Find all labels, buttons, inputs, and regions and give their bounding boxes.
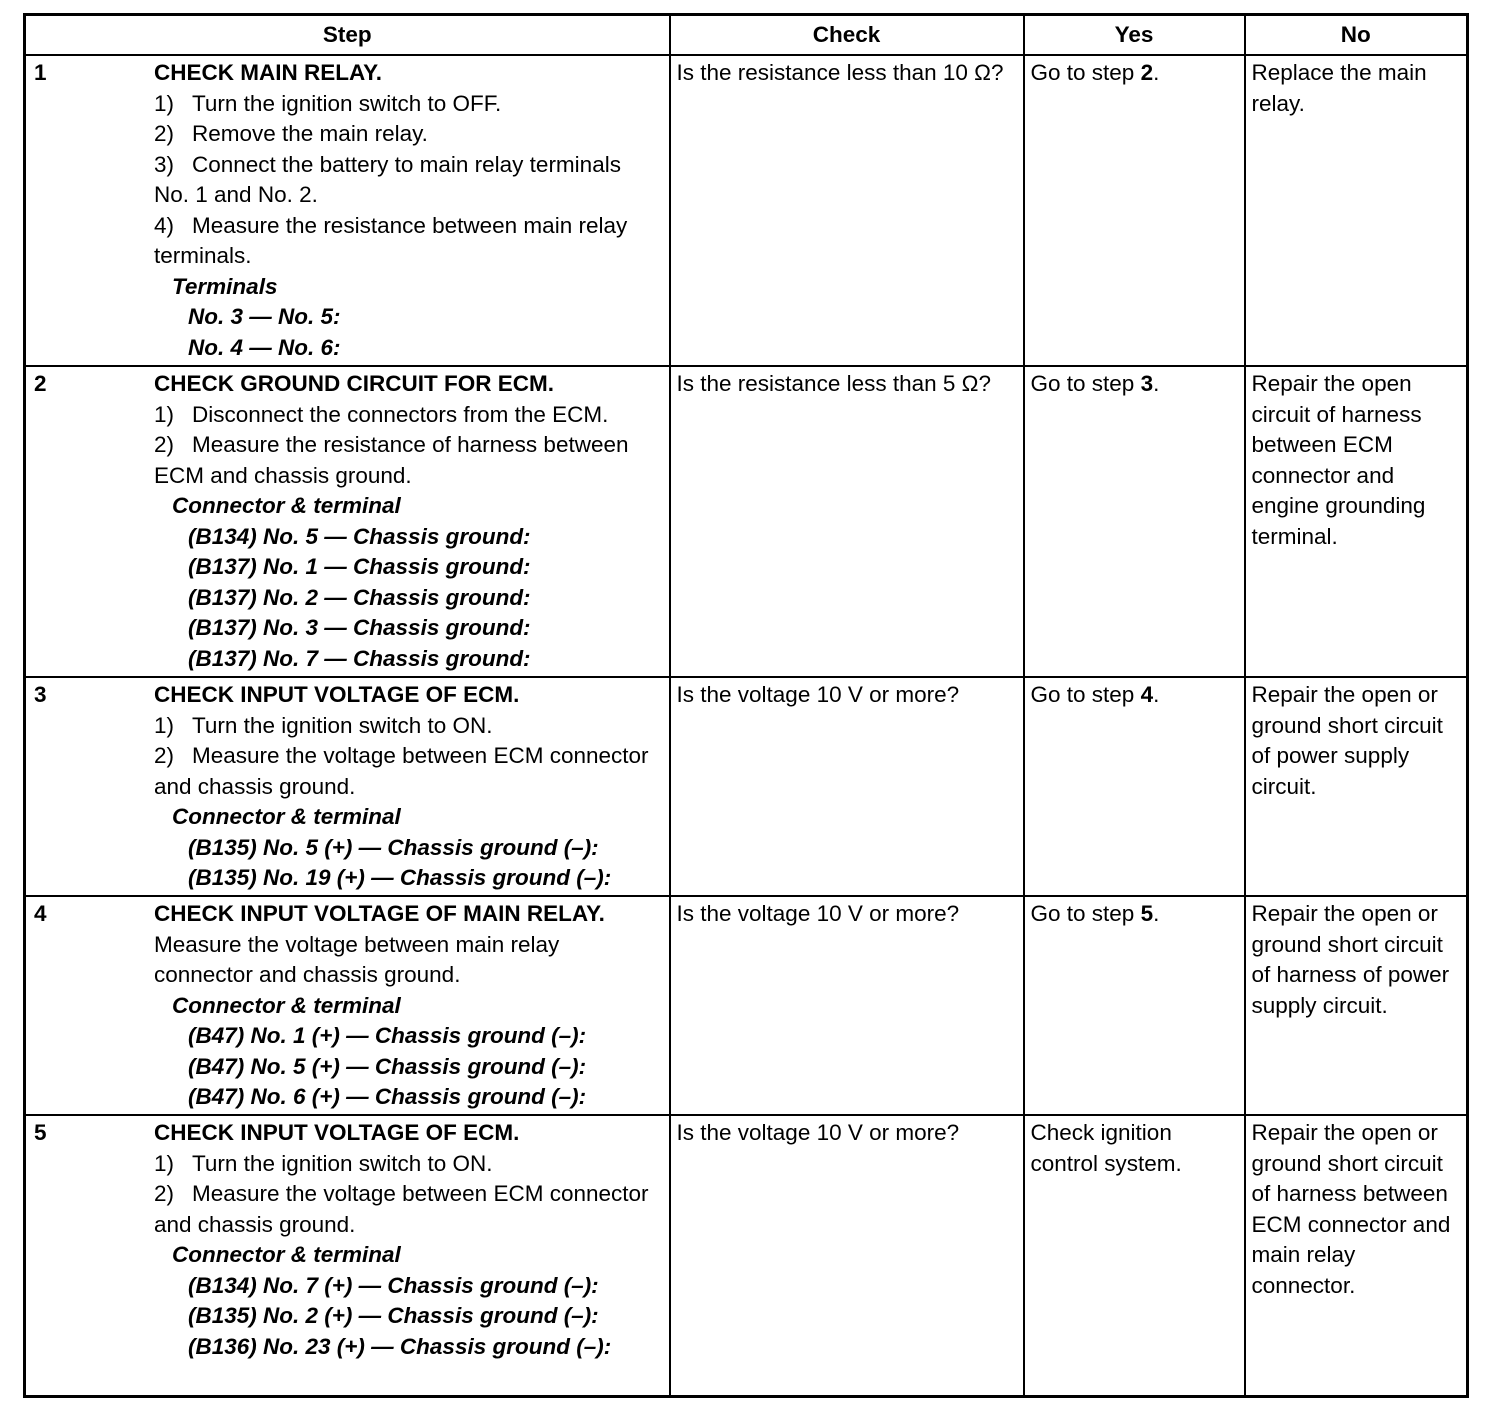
- instruction-index: 3): [154, 151, 175, 177]
- step-number: 3: [34, 682, 47, 707]
- step-cell: [25, 1115, 670, 1397]
- step-cell: [25, 896, 670, 1115]
- terminal-item: (B136) No. 23 (+) — Chassis ground (–):: [188, 1333, 612, 1359]
- terminal-item: (B47) No. 1 (+) — Chassis ground (–):: [188, 1023, 587, 1048]
- instruction: [154, 930, 661, 991]
- header-check: Check: [670, 15, 1024, 56]
- terminal-item: (B135) No. 5 (+) — Chassis ground (–):: [188, 834, 599, 860]
- terminal-item: (B135) No. 19 (+) — Chassis ground (–):: [188, 865, 612, 890]
- step-number: 4: [34, 901, 47, 926]
- table-body: [25, 55, 1468, 1397]
- yes-cell: [1024, 677, 1245, 896]
- yes-step-number: 3: [1140, 371, 1154, 396]
- instruction-index: 1): [154, 90, 175, 116]
- instruction-text: Turn the ignition switch to ON.: [192, 1150, 493, 1176]
- terminal-item: No. 4 — No. 6:: [188, 334, 341, 360]
- yes-step-number: 2: [1140, 60, 1154, 85]
- header-yes: Yes: [1024, 15, 1245, 56]
- instruction-text: Turn the ignition switch to ON.: [192, 712, 493, 738]
- step-title: CHECK GROUND CIRCUIT FOR ECM.: [154, 371, 554, 396]
- terminal-item: (B137) No. 3 — Chassis ground:: [188, 615, 531, 640]
- table-row: [25, 55, 1468, 366]
- no-cell: Replace the main relay.: [1245, 55, 1468, 366]
- subheading: Connector & terminal: [172, 804, 401, 829]
- diagnostic-table: [23, 13, 1469, 1398]
- table-header-row: [25, 15, 1468, 56]
- no-cell: Repair the open or ground short circuit of power supply circuit.: [1245, 677, 1468, 896]
- subheading: Terminals: [172, 273, 278, 299]
- instruction-index: 4): [154, 212, 175, 238]
- instruction-text: Turn the ignition switch to OFF.: [192, 90, 502, 116]
- instruction-index: 2): [154, 743, 175, 768]
- no-cell: Repair the open or ground short circuit of harness between ECM connector and main relay connector.: [1245, 1115, 1468, 1397]
- no-cell: Repair the open or ground short circuit of harness of power supply circuit.: [1245, 896, 1468, 1115]
- step-title: CHECK MAIN RELAY.: [154, 60, 382, 85]
- terminal-item: (B134) No. 5 — Chassis ground:: [188, 523, 531, 549]
- instruction-text: Remove the main relay.: [192, 121, 428, 146]
- instruction-index: 2): [154, 121, 175, 146]
- check-cell: Is the voltage 10 V or more?: [670, 677, 1024, 896]
- instruction-index: 2): [154, 432, 175, 457]
- yes-prefix: Check ignition control system.: [1030, 1120, 1182, 1176]
- instruction-text: Measure the resistance of harness between ECM and chassis ground.: [154, 432, 629, 488]
- instruction-index: 1): [154, 1150, 175, 1176]
- instruction-text: Measure the voltage between main relay connector and chassis ground.: [154, 931, 560, 987]
- table-row: [25, 677, 1468, 896]
- subheading: Connector & terminal: [172, 493, 401, 518]
- yes-prefix: Go to step: [1030, 371, 1141, 396]
- step-title: CHECK INPUT VOLTAGE OF MAIN RELAY.: [154, 901, 605, 926]
- terminal-item: (B135) No. 2 (+) — Chassis ground (–):: [188, 1303, 599, 1328]
- terminal-item: (B137) No. 2 — Chassis ground:: [188, 584, 531, 610]
- table-row: [25, 1115, 1468, 1397]
- instruction: [154, 150, 661, 211]
- step-title: CHECK INPUT VOLTAGE OF ECM.: [154, 682, 520, 707]
- terminal-item: No. 3 — No. 5:: [188, 304, 341, 329]
- instruction: [154, 741, 661, 802]
- step-number: 5: [34, 1120, 47, 1145]
- instruction-index: 2): [154, 1181, 175, 1206]
- instruction-text: Measure the voltage between ECM connector and chassis ground.: [154, 1181, 649, 1237]
- header-step: Step: [25, 15, 670, 56]
- instruction-text: Measure the resistance between main relay terminals.: [154, 212, 628, 268]
- yes-cell: [1024, 896, 1245, 1115]
- table-row: [25, 366, 1468, 677]
- check-cell: Is the resistance less than 10 Ω?: [670, 55, 1024, 366]
- table-row: [25, 896, 1468, 1115]
- instruction-index: 1): [154, 401, 175, 427]
- instruction: [154, 400, 661, 431]
- terminal-item: (B47) No. 6 (+) — Chassis ground (–):: [188, 1084, 587, 1109]
- instruction: [154, 119, 661, 150]
- yes-prefix: Go to step: [1030, 60, 1141, 85]
- yes-suffix: .: [1153, 371, 1160, 396]
- terminal-item: (B137) No. 1 — Chassis ground:: [188, 554, 531, 579]
- instruction-text: Connect the battery to main relay terminals No. 1 and No. 2.: [154, 151, 621, 207]
- instruction: [154, 1149, 661, 1180]
- terminal-item: (B137) No. 7 — Chassis ground:: [188, 645, 531, 671]
- header-no: No: [1245, 15, 1468, 56]
- instruction: [154, 711, 661, 742]
- instruction: [154, 211, 661, 272]
- subheading: Connector & terminal: [172, 992, 401, 1018]
- instruction-index: 1): [154, 712, 175, 738]
- check-cell: Is the voltage 10 V or more?: [670, 896, 1024, 1115]
- yes-cell: [1024, 366, 1245, 677]
- check-cell: Is the voltage 10 V or more?: [670, 1115, 1024, 1397]
- instruction-text: Measure the voltage between ECM connector and chassis ground.: [154, 743, 649, 799]
- yes-prefix: Go to step: [1030, 901, 1141, 926]
- check-cell: Is the resistance less than 5 Ω?: [670, 366, 1024, 677]
- step-title: CHECK INPUT VOLTAGE OF ECM.: [154, 1120, 520, 1145]
- subheading: Connector & terminal: [172, 1242, 401, 1267]
- terminal-item: (B47) No. 5 (+) — Chassis ground (–):: [188, 1053, 587, 1079]
- yes-cell: [1024, 55, 1245, 366]
- yes-step-number: 5: [1140, 901, 1154, 926]
- yes-suffix: .: [1153, 60, 1160, 85]
- no-cell: Repair the open circuit of harness between ECM connector and engine grounding terminal.: [1245, 366, 1468, 677]
- yes-suffix: .: [1153, 682, 1160, 707]
- step-number: 2: [34, 371, 47, 396]
- instruction: [154, 430, 661, 491]
- step-number: 1: [34, 60, 47, 85]
- terminal-item: (B134) No. 7 (+) — Chassis ground (–):: [188, 1272, 599, 1298]
- step-cell: [25, 677, 670, 896]
- instruction: [154, 89, 661, 120]
- yes-suffix: .: [1153, 901, 1160, 926]
- instruction: [154, 1179, 661, 1240]
- step-cell: [25, 366, 670, 677]
- instruction-text: Disconnect the connectors from the ECM.: [192, 401, 609, 427]
- yes-cell: [1024, 1115, 1245, 1397]
- yes-step-number: 4: [1140, 682, 1154, 707]
- yes-prefix: Go to step: [1030, 682, 1141, 707]
- step-cell: [25, 55, 670, 366]
